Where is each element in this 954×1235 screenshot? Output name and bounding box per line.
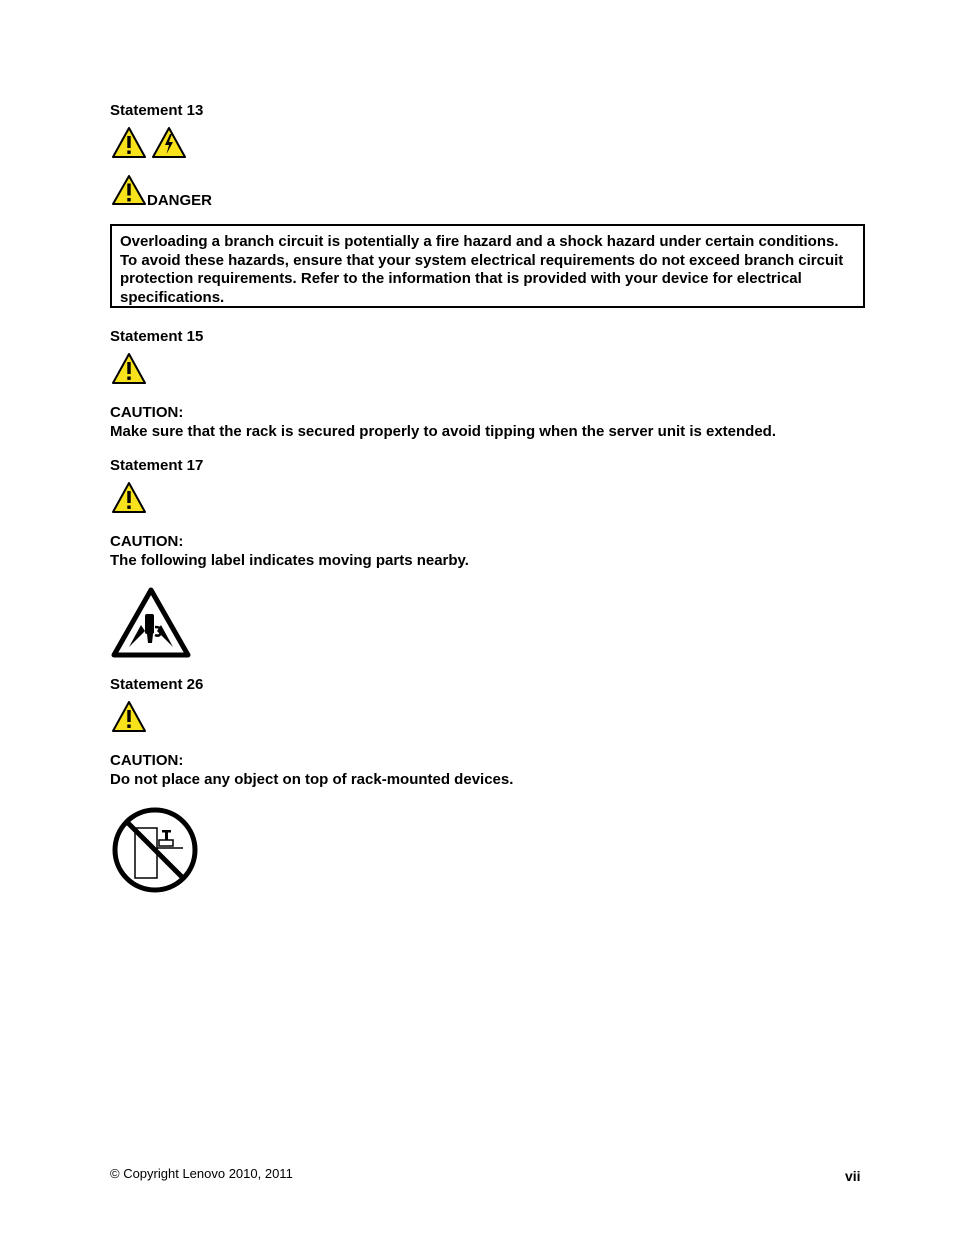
statement-15-title: Statement 15 (110, 328, 204, 345)
caution-label: CAUTION: (110, 404, 184, 421)
caution-triangle-icon (111, 352, 147, 385)
statement-26-title: Statement 26 (110, 676, 204, 693)
caution-label: CAUTION: (110, 533, 184, 550)
caution-triangle-icon (111, 126, 147, 159)
danger-triangle-icon (111, 174, 147, 206)
statement-17-title: Statement 17 (110, 457, 204, 474)
no-objects-on-top-prohibition-icon (111, 806, 199, 894)
footer-copyright: © Copyright Lenovo 2010, 2011 (110, 1166, 293, 1181)
danger-label: DANGER (147, 192, 213, 209)
high-voltage-triangle-icon (151, 126, 187, 159)
caution-label: CAUTION: (110, 752, 184, 769)
caution-text: The following label indicates moving parts nearby. (110, 552, 469, 569)
caution-triangle-icon (111, 700, 147, 733)
moving-parts-warning-icon (111, 587, 191, 659)
caution-text: Make sure that the rack is secured properly to avoid tipping when the server unit is extended. (110, 423, 777, 440)
caution-triangle-icon (111, 481, 147, 514)
danger-notice-box: Overloading a branch circuit is potentially a fire hazard and a shock hazard under certain conditions. To avoid these hazards, ensure that your system electrical requirements do not exceed branch circuit protection requirements. Refer to the information that is provided with your device for electrical specifications. (110, 224, 865, 308)
page-number: vii (845, 1168, 861, 1184)
caution-text: Do not place any object on top of rack-mounted devices. (110, 771, 514, 788)
statement-13-title: Statement 13 (110, 102, 204, 119)
